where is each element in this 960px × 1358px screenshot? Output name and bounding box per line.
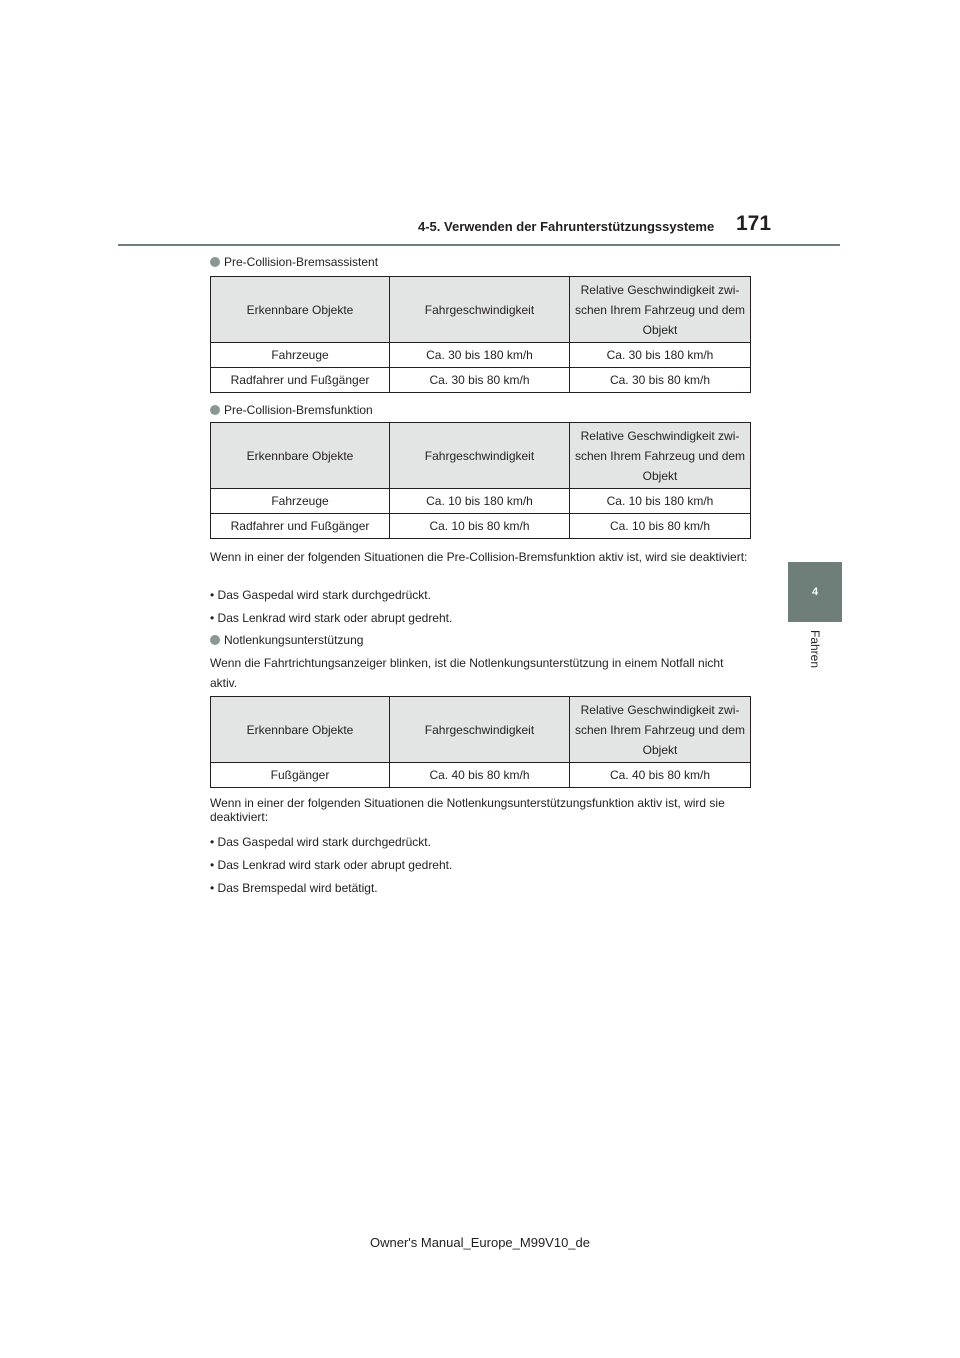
- header-cell-vehicle-speed: Fahrgeschwindigkeit: [390, 697, 570, 763]
- table-cell: Ca. 40 bis 80 km/h: [570, 763, 751, 788]
- table-cell: Fußgänger: [211, 763, 390, 788]
- section-title-text: Notlenkungsunterstützung: [224, 633, 364, 647]
- section-title-emergency-steering-assist: [210, 633, 363, 647]
- table-cell: Radfahrer und Fußgänger: [211, 368, 390, 393]
- deactivation-note: Wenn in einer der folgenden Situationen die Notlenkungsunterstützungsfunktion aktiv ist, wird sie deaktiviert:: [210, 796, 725, 824]
- table-header-row: [211, 277, 751, 343]
- table-cell: Fahrzeuge: [211, 489, 390, 514]
- section-title-text: Pre-Collision-Bremsassistent: [224, 255, 379, 269]
- chapter-tab: [788, 562, 842, 622]
- header-cell-relative-speed: Relative Geschwindigkeit zwi-schen Ihrem Fahrzeug und dem Objekt: [570, 697, 751, 763]
- table-row: [211, 343, 751, 368]
- bullet-circle-icon: [210, 257, 220, 267]
- page-number: 171: [736, 212, 772, 235]
- header-cell-vehicle-speed: Fahrgeschwindigkeit: [390, 423, 570, 489]
- header-cell-objects: Erkennbare Objekte: [211, 697, 390, 763]
- table-cell: Ca. 30 bis 180 km/h: [390, 343, 570, 368]
- table-cell: Ca. 30 bis 80 km/h: [570, 368, 751, 393]
- section-title-pre-collision-brake-function: [210, 403, 373, 417]
- list-item: • Das Gaspedal wird stark durchgedrückt.: [210, 835, 431, 849]
- table-cell: Ca. 10 bis 80 km/h: [390, 514, 570, 539]
- list-item: • Das Gaspedal wird stark durchgedrückt.: [210, 588, 431, 602]
- table-header-row: [211, 423, 751, 489]
- table-pre-collision-brake-assist: [210, 276, 751, 393]
- section-intro: Wenn die Fahrtrichtungsanzeiger blinken, ist die Notlenkungsunterstützung in einem Notfall nicht aktiv.: [210, 656, 724, 690]
- table-cell: Ca. 30 bis 80 km/h: [390, 368, 570, 393]
- table-emergency-steering-assist: [210, 696, 751, 788]
- list-item: • Das Bremspedal wird betätigt.: [210, 881, 378, 895]
- section-title-pre-collision-brake-assist: [210, 255, 378, 269]
- table-pre-collision-brake-function: [210, 422, 751, 539]
- header-cell-relative-speed: Relative Geschwindigkeit zwi-schen Ihrem Fahrzeug und dem Objekt: [570, 423, 751, 489]
- section-header-title: 4-5. Verwenden der Fahrunterstützungssysteme: [418, 219, 715, 234]
- table-cell: Ca. 10 bis 180 km/h: [390, 489, 570, 514]
- table-header-row: [211, 697, 751, 763]
- list-item: • Das Lenkrad wird stark oder abrupt gedreht.: [210, 611, 453, 625]
- section-title-text: Pre-Collision-Bremsfunktion: [224, 403, 373, 417]
- header-divider: [118, 244, 840, 246]
- table-row: [211, 763, 751, 788]
- header-cell-relative-speed: Relative Geschwindigkeit zwi-schen Ihrem Fahrzeug und dem Objekt: [570, 277, 751, 343]
- table-row: [211, 489, 751, 514]
- table-row: [211, 514, 751, 539]
- bullet-circle-icon: [210, 405, 220, 415]
- header-cell-vehicle-speed: Fahrgeschwindigkeit: [390, 277, 570, 343]
- table-cell: Radfahrer und Fußgänger: [211, 514, 390, 539]
- table-cell: Ca. 40 bis 80 km/h: [390, 763, 570, 788]
- footer-document-id: Owner's Manual_Europe_M99V10_de: [369, 1235, 590, 1250]
- chapter-label: Fahren: [808, 630, 822, 669]
- header-cell-objects: Erkennbare Objekte: [211, 423, 390, 489]
- deactivation-note: Wenn in einer der folgenden Situationen die Pre-Collision-Bremsfunktion aktiv ist, wird sie deaktiviert:: [210, 550, 748, 564]
- header-cell-objects: Erkennbare Objekte: [211, 277, 390, 343]
- table-cell: Ca. 10 bis 80 km/h: [570, 514, 751, 539]
- table-cell: Ca. 30 bis 180 km/h: [570, 343, 751, 368]
- chapter-number: 4: [811, 586, 819, 598]
- table-cell: Fahrzeuge: [211, 343, 390, 368]
- bullet-circle-icon: [210, 635, 220, 645]
- table-cell: Ca. 10 bis 180 km/h: [570, 489, 751, 514]
- list-item: • Das Lenkrad wird stark oder abrupt gedreht.: [210, 858, 453, 872]
- table-row: [211, 368, 751, 393]
